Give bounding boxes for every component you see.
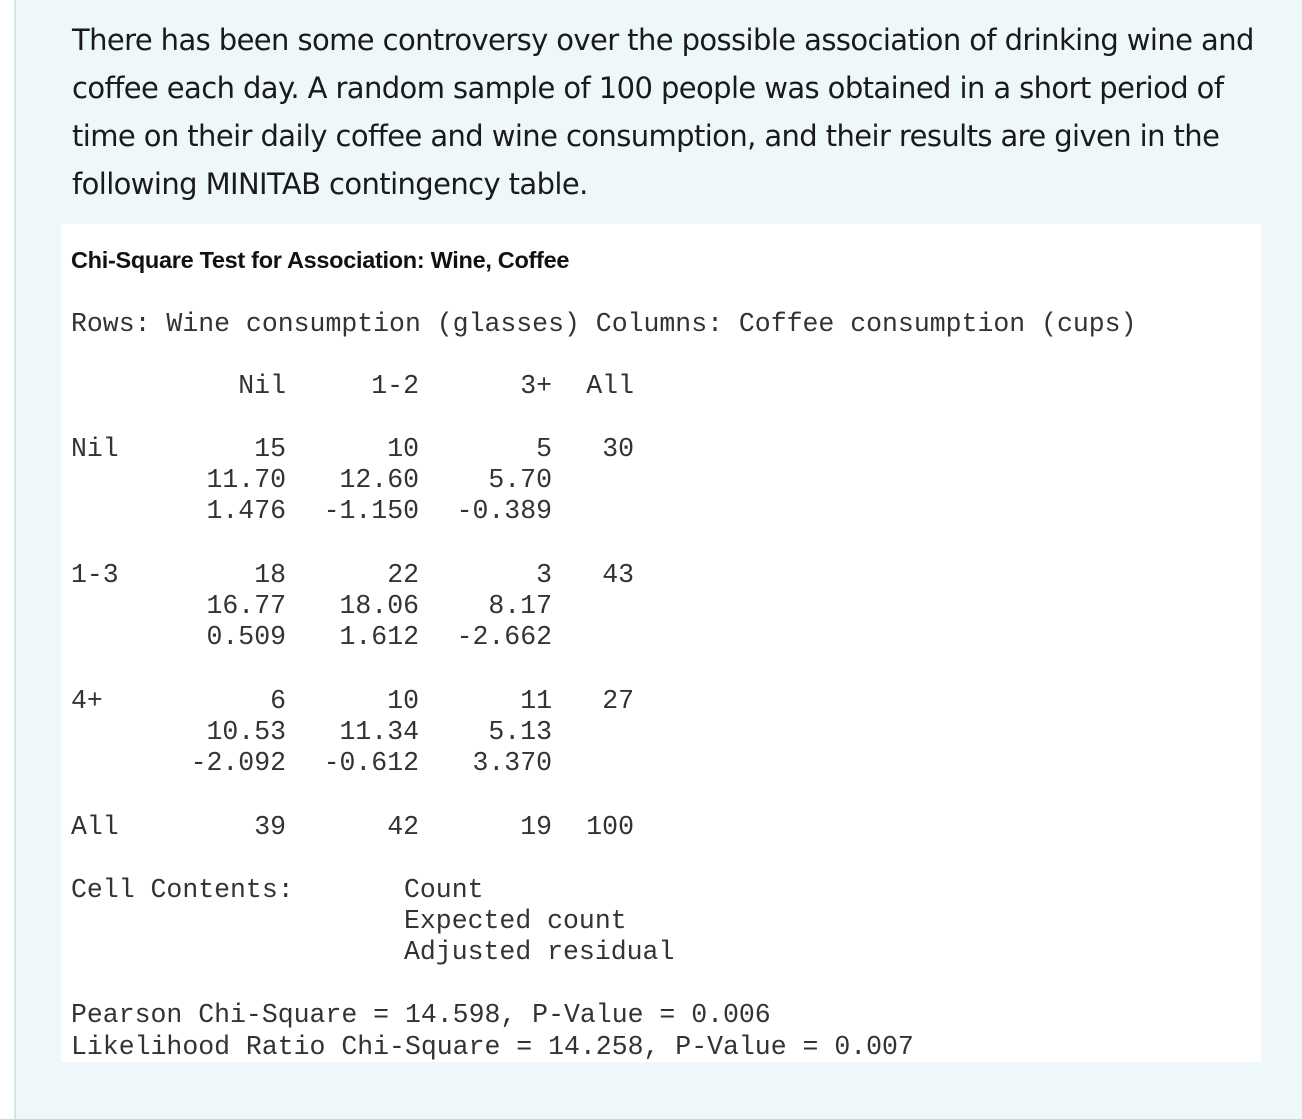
count-cell: 18 (254, 560, 286, 590)
row-label: Nil (71, 434, 119, 464)
row-total: 27 (602, 686, 634, 716)
column-header: 1-2 (371, 371, 419, 401)
expected-cell: 11.70 (206, 465, 286, 495)
column-header: Nil (238, 371, 286, 401)
question-text: There has been some controversy over the possible association of drinking wine and coffee each day. A random sample of 100 people was obtained in a short period of time on their daily coffee and wine consumption, and their results are given in the following MINITAB contingency table. (72, 23, 1254, 201)
rows-columns-line: Rows: Wine consumption (glasses) Columns: Coffee consumption (cups) (71, 309, 1137, 339)
row-total: 43 (602, 560, 634, 590)
row-label: 4+ (71, 686, 103, 716)
residual-cell: -0.389 (456, 496, 552, 526)
count-cell: 15 (254, 434, 286, 464)
expected-cell: 18.06 (339, 591, 419, 621)
row-label: All (71, 812, 119, 842)
residual-cell: 0.509 (206, 622, 286, 652)
residual-cell: -1.150 (323, 496, 419, 526)
cell-contents-item: Expected count (404, 906, 627, 936)
residual-cell: -2.092 (190, 748, 286, 778)
residual-cell: 3.370 (472, 748, 552, 778)
count-cell: 22 (387, 560, 419, 590)
count-cell: 5 (536, 434, 552, 464)
expected-cell: 8.17 (488, 591, 552, 621)
count-cell: 3 (536, 560, 552, 590)
count-cell: 10 (387, 686, 419, 716)
residual-cell: -2.662 (456, 622, 552, 652)
residual-cell: 1.476 (206, 496, 286, 526)
cell-contents-item: Count (404, 875, 484, 905)
grand-total: 100 (586, 812, 634, 842)
residual-cell: -0.612 (323, 748, 419, 778)
row-label: 1-3 (71, 560, 119, 590)
row-total: 30 (602, 434, 634, 464)
column-total: 42 (387, 812, 419, 842)
count-cell: 11 (520, 686, 552, 716)
count-cell: 10 (387, 434, 419, 464)
column-header: All (586, 371, 634, 401)
column-total: 19 (520, 812, 552, 842)
cell-contents-label: Cell Contents: (71, 875, 294, 905)
expected-cell: 16.77 (206, 591, 286, 621)
expected-cell: 5.13 (488, 717, 552, 747)
expected-cell: 11.34 (339, 717, 419, 747)
pearson-chi-square: Pearson Chi-Square = 14.598, P-Value = 0.006 (71, 1000, 771, 1030)
column-total: 39 (254, 812, 286, 842)
column-header: 3+ (520, 371, 552, 401)
minitab-output (61, 224, 1261, 1062)
expected-cell: 5.70 (488, 465, 552, 495)
expected-cell: 10.53 (206, 717, 286, 747)
cell-contents-item: Adjusted residual (404, 937, 675, 967)
residual-cell: 1.612 (339, 622, 419, 652)
output-title: Chi-Square Test for Association: Wine, Coffee (71, 247, 570, 273)
likelihood-ratio-chi-square: Likelihood Ratio Chi-Square = 14.258, P-Value = 0.007 (71, 1032, 914, 1062)
expected-cell: 12.60 (339, 465, 419, 495)
count-cell: 6 (270, 686, 286, 716)
